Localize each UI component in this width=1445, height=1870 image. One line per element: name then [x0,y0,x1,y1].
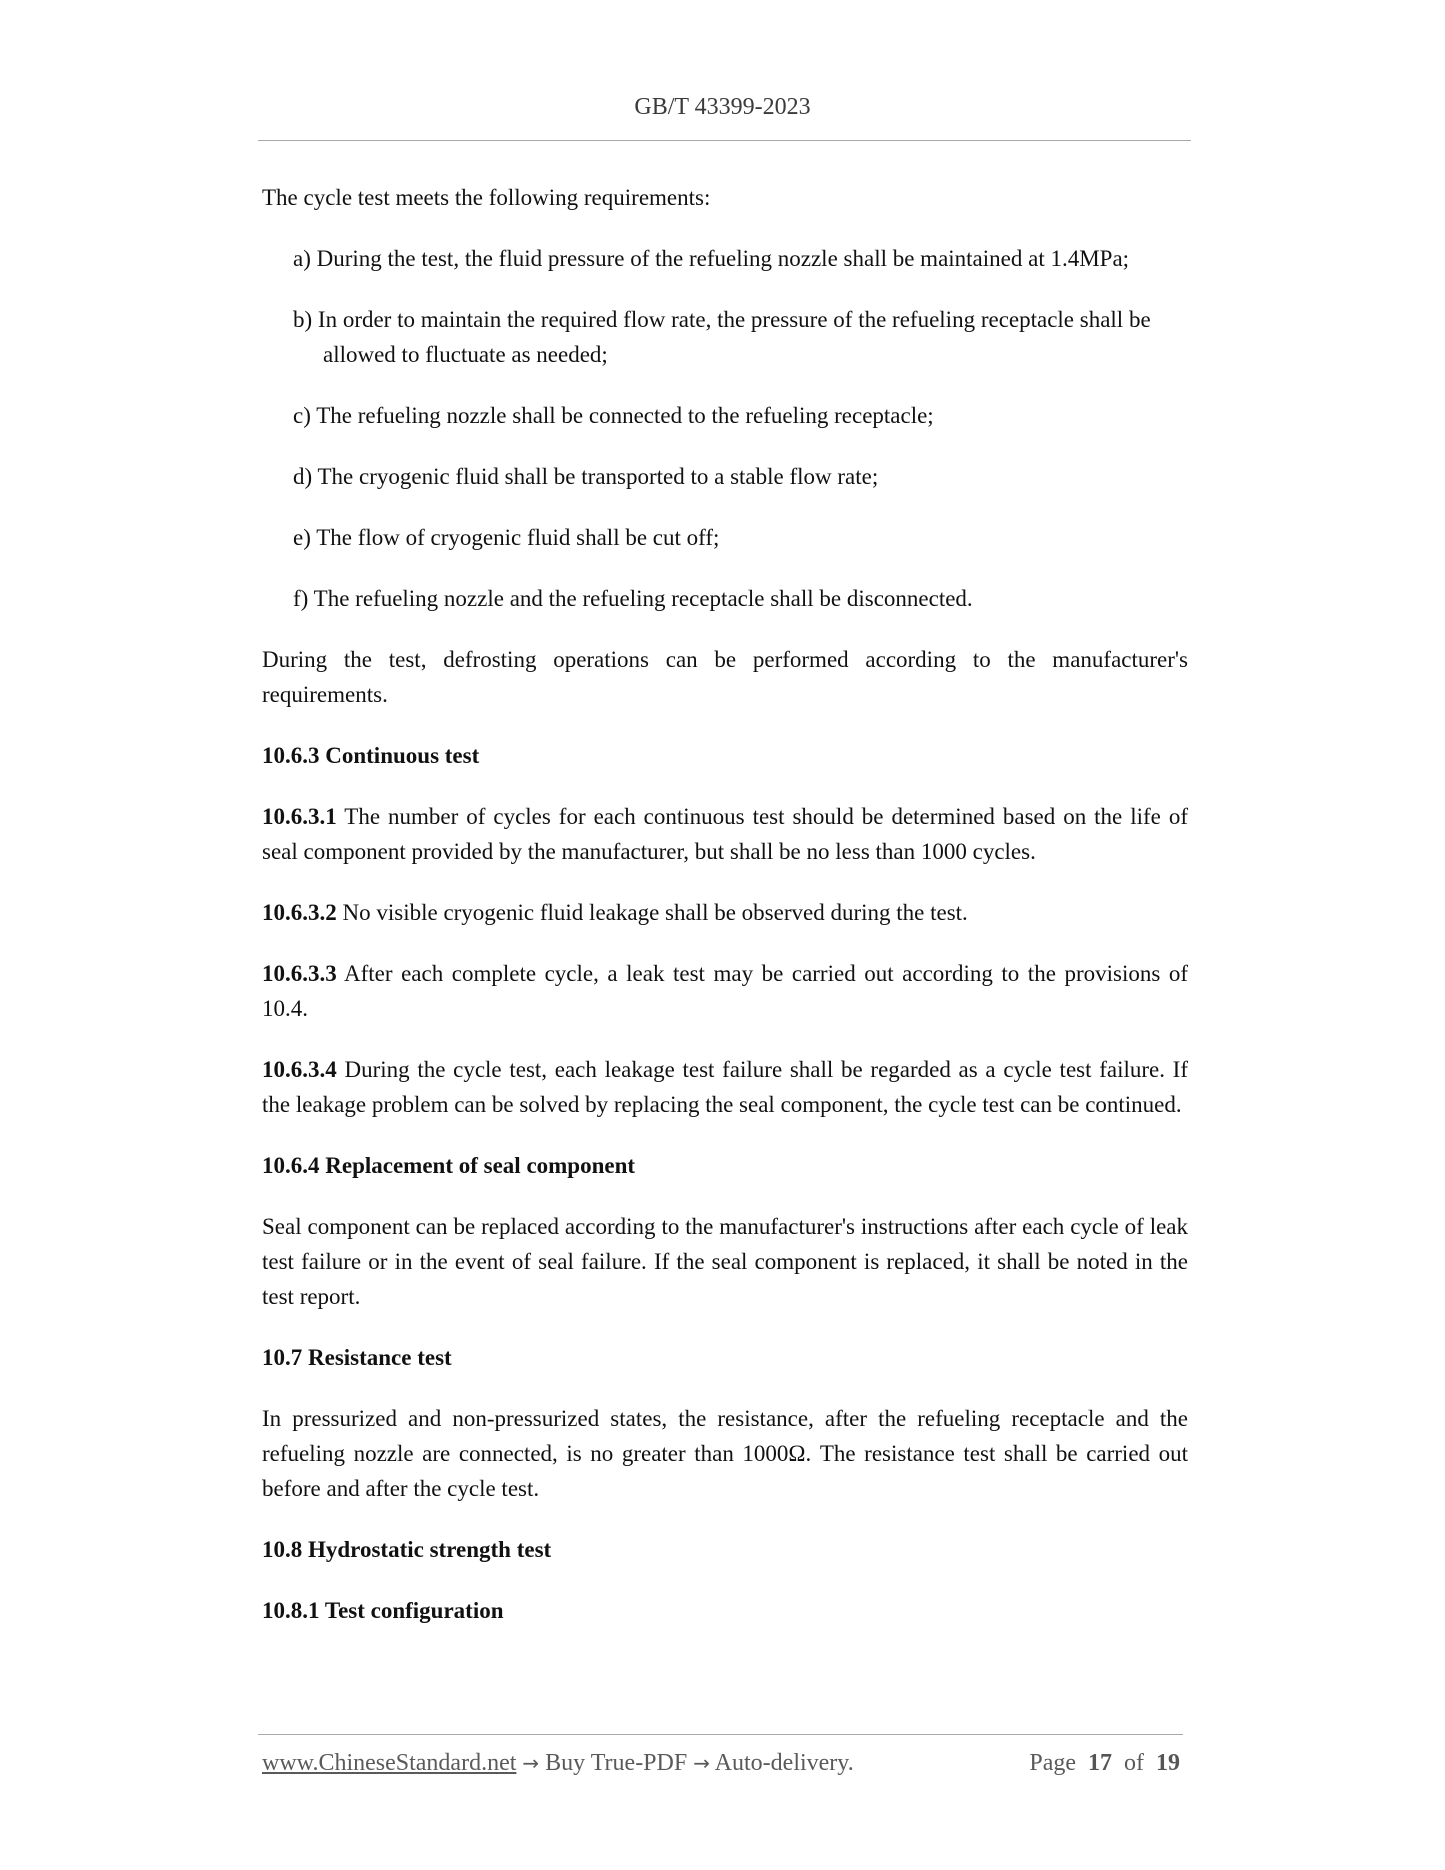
list-item-f: f) The refueling nozzle and the refueling receptacle shall be disconnected. [293,586,973,611]
arrow-right-icon: → [522,1751,540,1775]
list-item-c: c) The refueling nozzle shall be connected to the refueling receptacle; [293,403,934,428]
clause-text: After each complete cycle, a leak test may be carried out according to the provisions of 10.4. [262,961,1188,1021]
defrosting-paragraph: During the test, defrosting operations can be performed according to the manufacturer's requirements. [262,647,1188,707]
current-page-number: 17 [1088,1750,1112,1776]
clause-text: The number of cycles for each continuous test should be determined based on the life of seal component provided by the manufacturer, but shall be no less than 1000 cycles. [262,804,1188,864]
clause-number: 10.6.3.2 [262,900,337,925]
list-item-d: d) The cryogenic fluid shall be transported to a stable flow rate; [293,464,879,489]
heading-test-configuration: 10.8.1 Test configuration [262,1598,504,1623]
clause-number: 10.6.3.3 [262,961,337,986]
clause-text: During the cycle test, each leakage test failure shall be regarded as a cycle test failure. If the leakage problem can be solved by replacing the seal component, the cycle test can be continued. [262,1057,1188,1117]
total-page-number: 19 [1156,1750,1180,1776]
buy-pdf-text: Buy True-PDF [545,1750,688,1776]
site-link[interactable]: www.ChineseStandard.net [262,1750,517,1776]
heading-hydrostatic-test: 10.8 Hydrostatic strength test [262,1537,552,1562]
list-item-a: a) During the test, the fluid pressure of the refueling nozzle shall be maintained at 1.4MPa; [293,246,1130,271]
list-item-e: e) The flow of cryogenic fluid shall be cut off; [293,525,720,550]
heading-resistance-test: 10.7 Resistance test [262,1345,452,1370]
heading-seal-replacement: 10.6.4 Replacement of seal component [262,1153,636,1178]
page-body [262,180,1188,1654]
clause-number: 10.6.3.4 [262,1057,337,1082]
clause-10-6-3-1 [262,799,1188,869]
page-footer [262,1750,1180,1777]
header-divider [258,140,1191,141]
intro-paragraph: The cycle test meets the following requirements: [262,185,711,210]
clause-text: No visible cryogenic fluid leakage shall be observed during the test. [336,900,968,925]
resistance-paragraph: In pressurized and non-pressurized states, the resistance, after the refueling receptacle and the refueling nozzle are connected, is no greater than 1000Ω. The resistance test shall be carried out before and after the cycle test. [262,1406,1188,1501]
list-item-b: b) In order to maintain the required flow rate, the pressure of the refueling receptacle shall be allowed to fluctuate as needed; [293,307,1151,367]
auto-delivery-text: Auto-delivery. [714,1750,854,1776]
clause-10-6-3-2 [262,895,1188,930]
footer-divider [258,1734,1183,1735]
seal-replacement-paragraph: Seal component can be replaced according to the manufacturer's instructions after each cycle of leak test failure or in the event of seal failure. If the seal component is replaced, it shall be noted in the test report. [262,1214,1188,1309]
arrow-right-icon: → [693,1751,710,1775]
of-label: of [1124,1750,1144,1776]
heading-continuous-test: 10.6.3 Continuous test [262,743,480,768]
clause-number: 10.6.3.1 [262,804,337,829]
clause-10-6-3-3 [262,956,1188,1026]
clause-10-6-3-4 [262,1052,1188,1122]
page-label: Page [1029,1750,1076,1776]
page-header: GB/T 43399-2023 [634,94,811,120]
page-indicator [1029,1750,1180,1777]
